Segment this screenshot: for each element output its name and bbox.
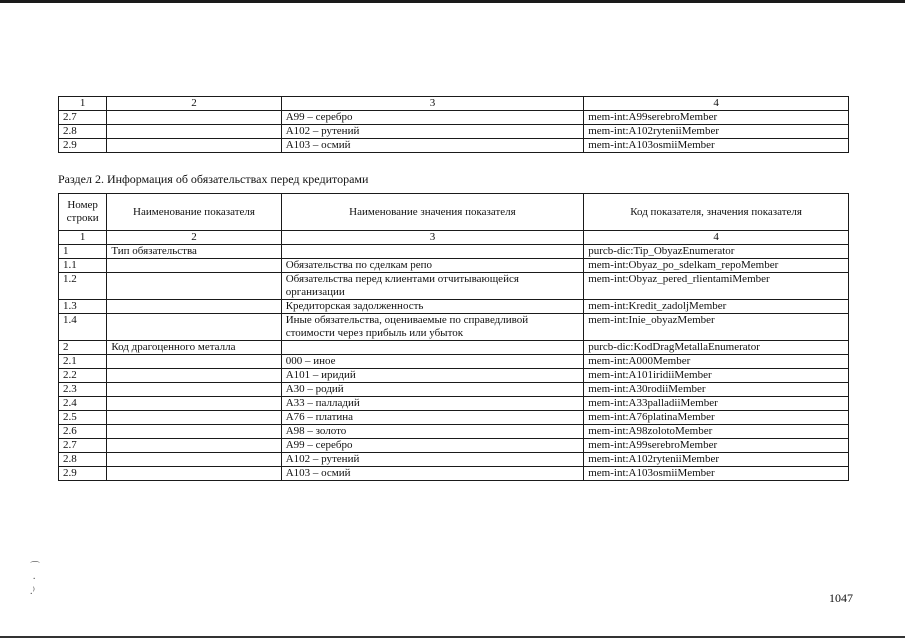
table-row <box>59 369 849 383</box>
row-number-cell: 2.2 <box>59 369 107 383</box>
row-number-cell: 2.8 <box>59 453 107 467</box>
indicator-name-cell <box>107 369 281 383</box>
table-row <box>59 397 849 411</box>
value-name-cell <box>281 245 584 259</box>
col-number-cell: 2 <box>107 97 281 111</box>
code-cell: mem-int:Inie_obyazMember <box>584 314 849 341</box>
value-name-cell: A30 – родий <box>281 383 584 397</box>
row-number-cell: 2.6 <box>59 425 107 439</box>
indicator-name-cell <box>107 111 281 125</box>
indicator-name-cell <box>107 273 281 300</box>
col-number-cell: 2 <box>107 231 281 245</box>
indicator-name-cell <box>107 397 281 411</box>
indicator-name-cell: Код драгоценного металла <box>107 341 281 355</box>
value-name-cell: Кредиторская задолженность <box>281 300 584 314</box>
col-number-cell: 1 <box>59 231 107 245</box>
table-row <box>59 300 849 314</box>
code-cell: mem-int:A103osmiiMember <box>584 139 849 153</box>
code-cell: mem-int:A33palladiiMember <box>584 397 849 411</box>
indicator-name-cell <box>107 467 281 481</box>
indicator-name-cell <box>107 453 281 467</box>
indicator-name-cell <box>107 355 281 369</box>
value-name-cell: A101 – иридий <box>281 369 584 383</box>
row-number-cell: 1.1 <box>59 259 107 273</box>
row-number-cell: 1 <box>59 245 107 259</box>
code-cell: mem-int:A000Member <box>584 355 849 369</box>
row-number-cell: 1.3 <box>59 300 107 314</box>
indicator-name-cell <box>107 425 281 439</box>
table-row <box>59 314 849 341</box>
indicator-name-cell <box>107 300 281 314</box>
row-number-cell: 1.4 <box>59 314 107 341</box>
row-number-cell: 2 <box>59 341 107 355</box>
value-name-cell: A76 – платина <box>281 411 584 425</box>
code-cell: mem-int:A102ryteniiMember <box>584 453 849 467</box>
indicator-name-cell <box>107 383 281 397</box>
table-row <box>59 425 849 439</box>
value-name-cell <box>281 341 584 355</box>
code-cell: mem-int:A103osmiiMember <box>584 467 849 481</box>
code-cell: mem-int:A99serebroMember <box>584 439 849 453</box>
column-number-row <box>59 231 849 245</box>
code-cell: mem-int:A76platinaMember <box>584 411 849 425</box>
value-name-cell: 000 – иное <box>281 355 584 369</box>
row-number-cell: 2.8 <box>59 125 107 139</box>
table-row <box>59 111 849 125</box>
table-row <box>59 341 849 355</box>
page-top-edge <box>0 0 905 3</box>
indicator-name-cell <box>107 411 281 425</box>
header-cell-value-name: Наименование значения показателя <box>281 194 584 231</box>
col-number-cell: 1 <box>59 97 107 111</box>
table-row <box>59 125 849 139</box>
table-row <box>59 439 849 453</box>
header-cell-code: Код показателя, значения показателя <box>584 194 849 231</box>
table-row <box>59 355 849 369</box>
code-cell: mem-int:Kredit_zadoljMember <box>584 300 849 314</box>
code-cell: mem-int:A101iridiiMember <box>584 369 849 383</box>
page-bottom-edge <box>0 636 905 638</box>
column-number-row <box>59 97 849 111</box>
col-number-cell: 4 <box>584 231 849 245</box>
header-cell-row-number: Номер строки <box>59 194 107 231</box>
code-cell: mem-int:A98zolotoMember <box>584 425 849 439</box>
value-name-cell: A99 – серебро <box>281 439 584 453</box>
value-name-cell: A98 – золото <box>281 425 584 439</box>
value-name-cell: Обязательства перед клиентами отчитывающейся организации <box>281 273 584 300</box>
row-number-cell: 2.1 <box>59 355 107 369</box>
row-number-cell: 2.5 <box>59 411 107 425</box>
code-cell: mem-int:A30rodiiMember <box>584 383 849 397</box>
value-name-cell: A102 – рутений <box>281 453 584 467</box>
table-row <box>59 383 849 397</box>
code-cell: mem-int:Obyaz_pered_rlientamiMember <box>584 273 849 300</box>
code-cell: mem-int:Obyaz_po_sdelkam_repoMember <box>584 259 849 273</box>
row-number-cell: 2.9 <box>59 467 107 481</box>
indicator-name-cell: Тип обязательства <box>107 245 281 259</box>
row-number-cell: 1.2 <box>59 273 107 300</box>
row-number-cell: 2.3 <box>59 383 107 397</box>
margin-marks: ⌒ · .⁾ <box>30 562 40 597</box>
indicator-name-cell <box>107 139 281 153</box>
creditors-table <box>58 193 849 481</box>
table-row <box>59 453 849 467</box>
table-row <box>59 467 849 481</box>
row-number-cell: 2.7 <box>59 439 107 453</box>
value-name-cell: A103 – осмий <box>281 139 584 153</box>
table-row <box>59 259 849 273</box>
value-name-cell: A102 – рутений <box>281 125 584 139</box>
table-row <box>59 411 849 425</box>
code-cell: purcb-dic:KodDragMetallaEnumerator <box>584 341 849 355</box>
row-number-cell: 2.4 <box>59 397 107 411</box>
table-row <box>59 245 849 259</box>
code-cell: mem-int:A102ryteniiMember <box>584 125 849 139</box>
indicator-name-cell <box>107 125 281 139</box>
value-name-cell: Иные обязательства, оцениваемые по справедливой стоимости через прибыль или убыток <box>281 314 584 341</box>
col-number-cell: 3 <box>281 97 584 111</box>
indicator-name-cell <box>107 439 281 453</box>
col-number-cell: 3 <box>281 231 584 245</box>
value-name-cell: Обязательства по сделкам репо <box>281 259 584 273</box>
code-cell: purcb-dic:Tip_ObyazEnumerator <box>584 245 849 259</box>
table-row <box>59 273 849 300</box>
section-title: Раздел 2. Информация об обязательствах перед кредиторами <box>58 172 369 186</box>
indicator-name-cell <box>107 314 281 341</box>
top-table <box>58 96 849 153</box>
value-name-cell: A103 – осмий <box>281 467 584 481</box>
page-number: 1047 <box>829 591 853 605</box>
value-name-cell: A33 – палладий <box>281 397 584 411</box>
value-name-cell: A99 – серебро <box>281 111 584 125</box>
header-row <box>59 194 849 231</box>
header-cell-indicator-name: Наименование показателя <box>107 194 281 231</box>
table-row <box>59 139 849 153</box>
code-cell: mem-int:A99serebroMember <box>584 111 849 125</box>
row-number-cell: 2.7 <box>59 111 107 125</box>
indicator-name-cell <box>107 259 281 273</box>
row-number-cell: 2.9 <box>59 139 107 153</box>
col-number-cell: 4 <box>584 97 849 111</box>
